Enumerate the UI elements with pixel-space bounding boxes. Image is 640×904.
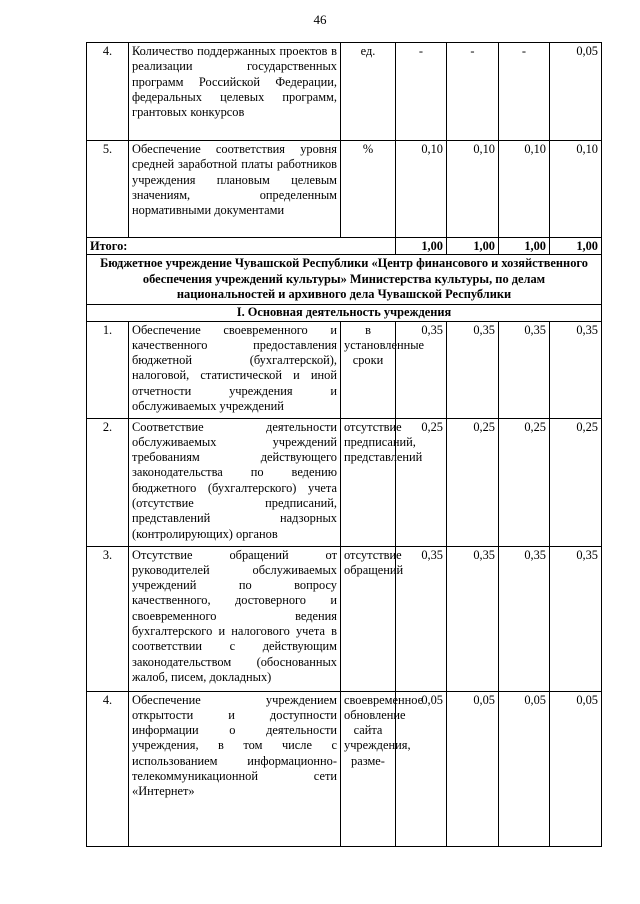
value-cell: 0,35 — [550, 546, 602, 691]
value-cell: 0,10 — [396, 141, 447, 238]
unit-cell: своевременное обновление сайта учреждения, разме- — [341, 691, 396, 846]
value-cell: 0,05 — [499, 691, 550, 846]
total-value: 1,00 — [396, 238, 447, 255]
org-header: Бюджетное учреждение Чувашской Республики «Центр финансового и хозяйственного обеспечения учреждений культуры» Министерства культуры, по делам национальностей и архивного дела Чувашской Республики — [87, 255, 602, 305]
total-value: 1,00 — [550, 238, 602, 255]
value-cell: - — [447, 43, 499, 141]
unit-cell: отсутствие предписаний, представлений — [341, 418, 396, 546]
criterion-text: Обеспечение соответствия уровня средней заработной платы работников учреждения плановым целевым значениям, определенным нормативными документами — [129, 141, 341, 238]
total-row — [87, 238, 602, 255]
table-row — [87, 418, 602, 546]
table-row — [87, 546, 602, 691]
value-cell: 0,25 — [396, 418, 447, 546]
total-value: 1,00 — [499, 238, 550, 255]
total-label: Итого: — [87, 238, 396, 255]
unit-cell: в установленные сроки — [341, 321, 396, 418]
value-cell: 0,10 — [499, 141, 550, 238]
value-cell: - — [396, 43, 447, 141]
row-number: 5. — [87, 141, 129, 238]
value-cell: 0,35 — [396, 546, 447, 691]
criterion-text: Отсутствие обращений от руководителей обслуживаемых учреждений по вопросу качественного, достоверного и своевременного ведения бухгалтерского и налогового учета в соответствии с действующим законодательством (обоснованных жалоб, писем, докладных) — [129, 546, 341, 691]
criteria-table — [86, 42, 602, 847]
criterion-text: Количество поддержанных проектов в реализации государственных программ Российской Федерации, федеральных целевых программ, грантовых конкурсов — [129, 43, 341, 141]
value-cell: 0,25 — [550, 418, 602, 546]
value-cell: 0,05 — [447, 691, 499, 846]
table-row — [87, 141, 602, 238]
unit-cell: % — [341, 141, 396, 238]
value-cell: 0,35 — [550, 321, 602, 418]
value-cell: 0,35 — [447, 321, 499, 418]
unit-cell: отсутствие обращений — [341, 546, 396, 691]
value-cell: 0,25 — [447, 418, 499, 546]
table-row — [87, 691, 602, 846]
value-cell: 0,05 — [396, 691, 447, 846]
section-row — [87, 305, 602, 321]
value-cell: 0,35 — [499, 321, 550, 418]
row-number: 4. — [87, 691, 129, 846]
row-number: 4. — [87, 43, 129, 141]
section-title: I. Основная деятельность учреждения — [87, 305, 602, 321]
total-value: 1,00 — [447, 238, 499, 255]
criterion-text: Соответствие деятельности обслуживаемых учреждений требованиям действующего законодательства по ведению бюджетного (бухгалтерского) учета (отсутствие предписаний, представлений надзорных (контролирующих) органов — [129, 418, 341, 546]
criterion-text: Обеспечение своевременного и качественного предоставления бюджетной (бухгалтерской), налоговой, статистической и иной отчетности учреждения и обслуживаемых учреждений — [129, 321, 341, 418]
criterion-text: Обеспечение учреждением открытости и доступности информации о деятельности учреждения, в том числе с использованием информационно-телекоммуникационной сети «Интернет» — [129, 691, 341, 846]
value-cell: - — [499, 43, 550, 141]
value-cell: 0,25 — [499, 418, 550, 546]
unit-cell: ед. — [341, 43, 396, 141]
page-number: 46 — [313, 12, 327, 27]
row-number: 3. — [87, 546, 129, 691]
table-row — [87, 321, 602, 418]
value-cell: 0,10 — [550, 141, 602, 238]
value-cell: 0,35 — [499, 546, 550, 691]
value-cell: 0,35 — [447, 546, 499, 691]
row-number: 1. — [87, 321, 129, 418]
value-cell: 0,05 — [550, 43, 602, 141]
table-row — [87, 43, 602, 141]
value-cell: 0,05 — [550, 691, 602, 846]
value-cell: 0,10 — [447, 141, 499, 238]
row-number: 2. — [87, 418, 129, 546]
value-cell: 0,35 — [396, 321, 447, 418]
org-header-row — [87, 255, 602, 305]
